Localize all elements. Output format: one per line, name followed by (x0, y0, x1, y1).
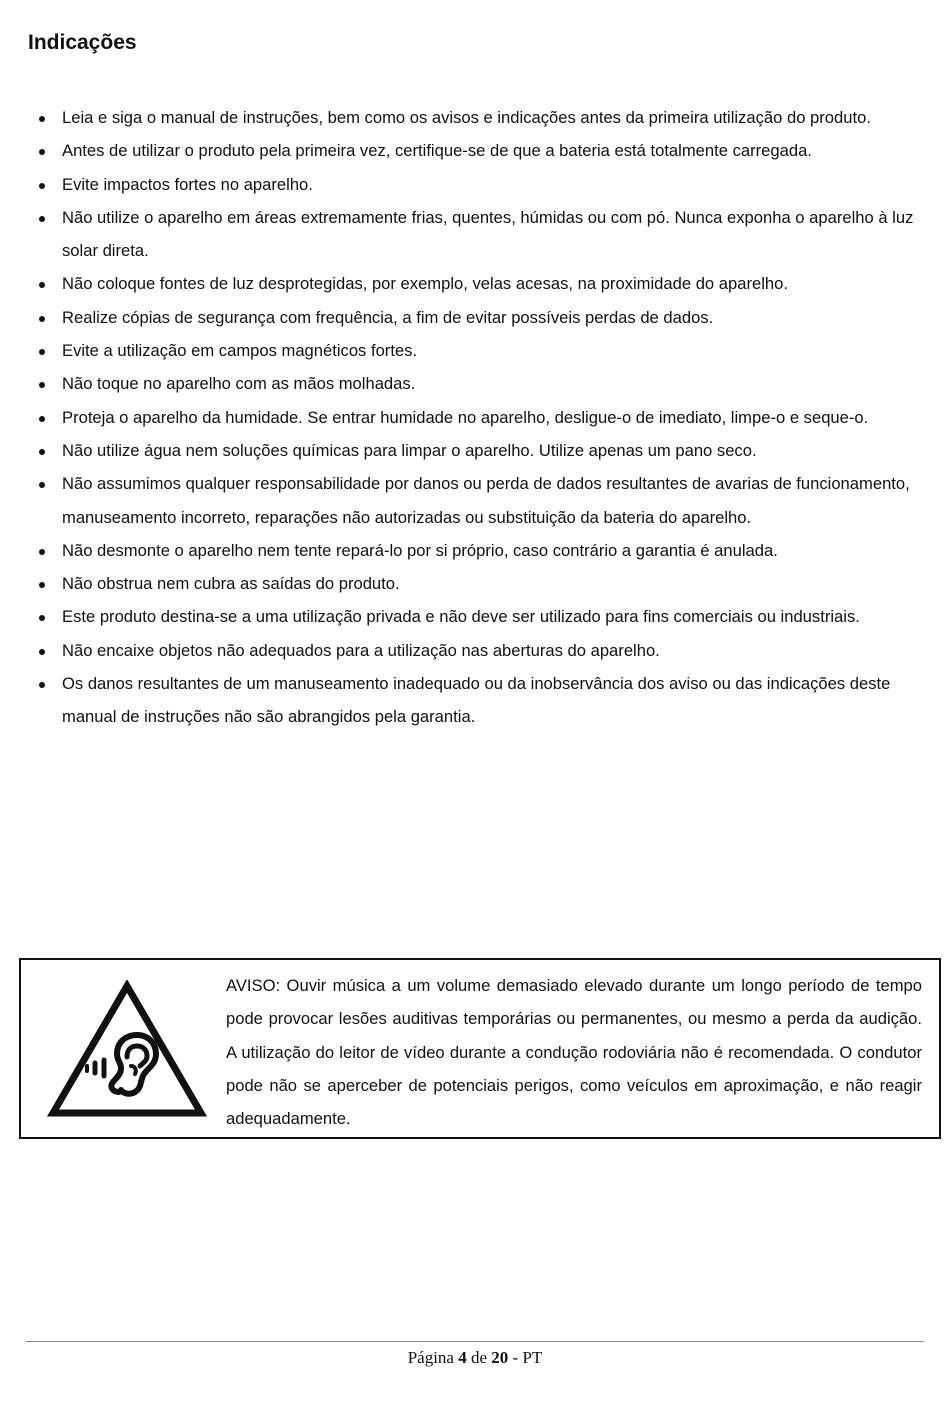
list-item-text: Evite a utilização em campos magnéticos fortes. (62, 341, 418, 361)
list-item-text: Não toque no aparelho com as mãos molhadas. (62, 374, 416, 394)
list-item-text: Não desmonte o aparelho nem tente repará-lo por si próprio, caso contrário a garantia é anulada. (62, 540, 778, 560)
warning-text (226, 969, 922, 1135)
bullet-icon (39, 349, 45, 355)
list-item-text: Não utilize água nem soluções químicas para limpar o aparelho. Utilize apenas um pano seco. (62, 440, 757, 460)
bullet-icon (39, 682, 45, 688)
list-item (34, 667, 924, 734)
list-item-text: Os danos resultantes de um manuseamento inadequado ou da inobservância dos aviso ou das indicações deste manual de instruções não são abrangidos pela garantia. (62, 674, 891, 727)
footer-divider (26, 1341, 924, 1342)
bullet-icon (39, 116, 45, 122)
bullet-icon (39, 282, 45, 288)
list-item (34, 401, 924, 434)
list-item (34, 434, 924, 467)
list-item (34, 467, 924, 534)
page-title: Indicações (28, 31, 137, 54)
list-item-text: Não encaixe objetos não adequados para a utilização nas aberturas do aparelho. (62, 640, 660, 660)
list-item (34, 201, 924, 268)
list-item (34, 534, 924, 567)
footer-suffix: - PT (508, 1348, 543, 1367)
bullet-icon (39, 382, 45, 388)
bullet-icon (39, 216, 45, 222)
list-item-text: Proteja o aparelho da humidade. Se entrar humidade no aparelho, desligue-o de imediato, limpe-o e seque-o. (62, 407, 869, 427)
list-item (34, 634, 924, 667)
footer-page-total: 20 (491, 1348, 509, 1367)
list-item-text: Realize cópias de segurança com frequência, a fim de evitar possíveis perdas de dados. (62, 307, 714, 327)
list-item (34, 367, 924, 400)
list-item-text: Leia e siga o manual de instruções, bem como os avisos e indicações antes da primeira utilização do produto. (62, 108, 871, 127)
page-footer (0, 1348, 950, 1368)
warning-box (19, 958, 941, 1139)
list-item-text: Não obstrua nem cubra as saídas do produto. (62, 574, 400, 594)
bullet-icon (39, 649, 45, 655)
list-item (34, 267, 924, 300)
list-item (34, 134, 924, 167)
warning-label: AVISO (226, 976, 276, 995)
bullet-icon (39, 149, 45, 155)
bullet-icon (39, 549, 45, 555)
hearing-damage-warning-icon (47, 980, 207, 1120)
bullet-icon (39, 482, 45, 488)
bullet-icon (39, 449, 45, 455)
bullet-icon (39, 416, 45, 422)
bullet-icon (39, 615, 45, 621)
footer-prefix: Página (407, 1348, 459, 1367)
list-item-text: Evite impactos fortes no aparelho. (62, 174, 313, 194)
footer-page-number: 4 (458, 1348, 467, 1367)
list-item (34, 101, 924, 134)
footer-of: de (466, 1348, 492, 1367)
instructions-list (34, 101, 924, 734)
list-item-text: Não utilize o aparelho em áreas extremamente frias, quentes, húmidas ou com pó. Nunca exponha o aparelho à luz solar direta. (62, 207, 914, 261)
list-item (34, 168, 924, 201)
list-item-text: Não assumimos qualquer responsabilidade por danos ou perda de dados resultantes de avarias de funcionamento, manuseamento incorreto, reparações não autorizadas ou substituição da bateria do aparelho. (62, 474, 910, 527)
bullet-icon (39, 183, 45, 189)
list-item (34, 567, 924, 600)
bullet-icon (39, 316, 45, 322)
list-item-text: Antes de utilizar o produto pela primeira vez, certifique-se de que a bateria está totalmente carregada. (62, 141, 812, 161)
list-item (34, 301, 924, 334)
list-item-text: Não coloque fontes de luz desprotegidas, por exemplo, velas acesas, na proximidade do aparelho. (62, 274, 788, 294)
list-item-text: Este produto destina-se a uma utilização privada e não deve ser utilizado para fins comerciais ou industriais. (62, 607, 860, 627)
bullet-icon (39, 582, 45, 588)
list-item (34, 334, 924, 367)
list-item (34, 600, 924, 633)
warning-body: : Ouvir música a um volume demasiado elevado durante um longo período de tempo pode provocar lesões auditivas temporárias ou permanentes, ou mesmo a perda da audição. A utilização do leitor de vídeo durante a condução rodoviária não é recomendada. O condutor pode não se aperceber de potenciais perigos, como veículos em aproximação, e não reagir adequadamente. (226, 976, 922, 1129)
